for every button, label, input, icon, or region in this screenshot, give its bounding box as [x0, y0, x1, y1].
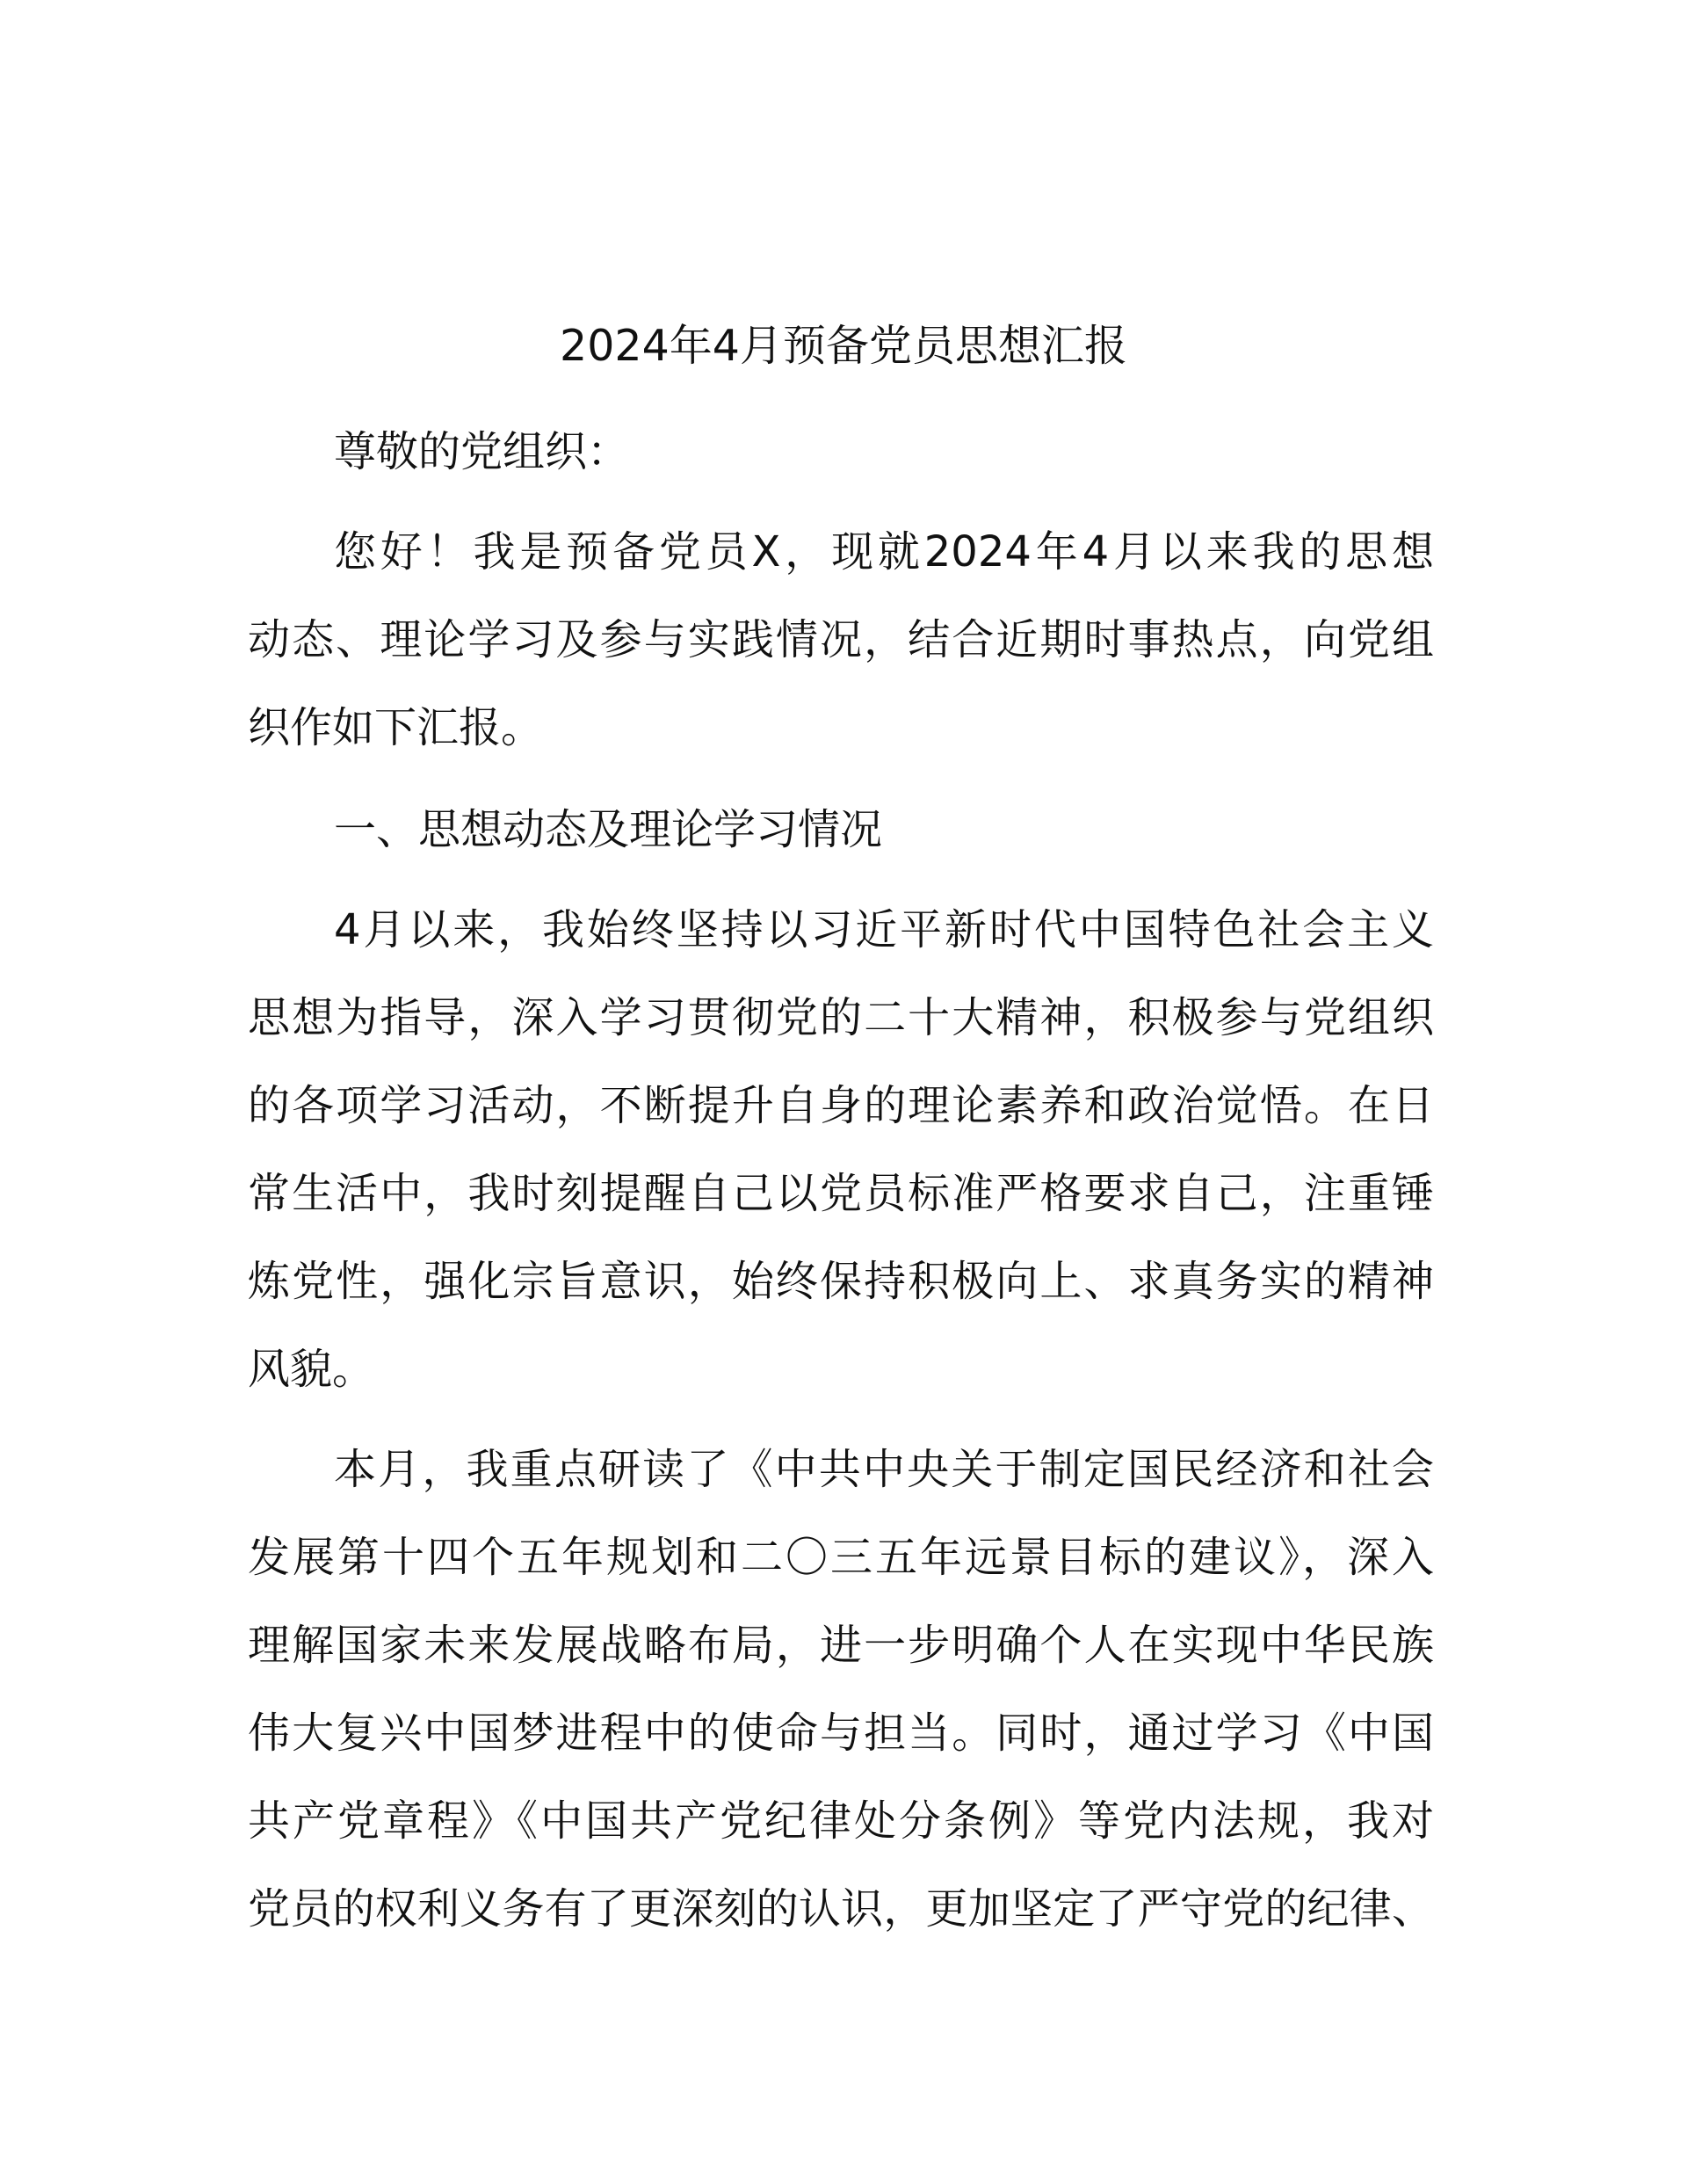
document-title: 2024年4月预备党员思想汇报	[560, 321, 1127, 371]
paragraph-2-line-5: 共产党章程》《中国共产党纪律处分条例》等党内法规，我对	[248, 1796, 1434, 1846]
intro-line-3: 织作如下汇报。	[248, 703, 544, 752]
paragraph-2-line-2: 发展第十四个五年规划和二〇三五年远景目标的建议》，深入	[248, 1533, 1434, 1582]
paragraph-1-line-5: 炼党性，强化宗旨意识，始终保持积极向上、求真务实的精神	[248, 1257, 1434, 1306]
paragraph-1-line-1: 4月以来，我始终坚持以习近平新时代中国特色社会主义	[334, 905, 1434, 954]
paragraph-2-line-4: 伟大复兴中国梦进程中的使命与担当。同时，通过学习《中国	[248, 1709, 1434, 1758]
intro-line-2: 动态、理论学习及参与实践情况，结合近期时事热点，向党组	[248, 615, 1434, 664]
paragraph-1-line-2: 思想为指导，深入学习贯彻党的二十大精神，积极参与党组织	[248, 993, 1434, 1042]
section-1-heading: 一、思想动态及理论学习情况	[334, 805, 883, 854]
paragraph-1-line-4: 常生活中，我时刻提醒自己以党员标准严格要求自己，注重锤	[248, 1169, 1434, 1218]
paragraph-2-line-6: 党员的权利义务有了更深刻的认识，更加坚定了严守党的纪律、	[248, 1884, 1434, 1934]
paragraph-2-line-3: 理解国家未来发展战略布局，进一步明确个人在实现中华民族	[248, 1621, 1434, 1670]
paragraph-2-line-1: 本月，我重点研读了《中共中央关于制定国民经济和社会	[334, 1445, 1434, 1494]
salutation: 尊敬的党组织：	[334, 427, 630, 476]
intro-line-1: 您好！我是预备党员X，现就2024年4月以来我的思想	[334, 527, 1434, 577]
paragraph-1-line-6: 风貌。	[248, 1345, 375, 1394]
paragraph-1-line-3: 的各项学习活动，不断提升自身的理论素养和政治觉悟。在日	[248, 1081, 1434, 1130]
